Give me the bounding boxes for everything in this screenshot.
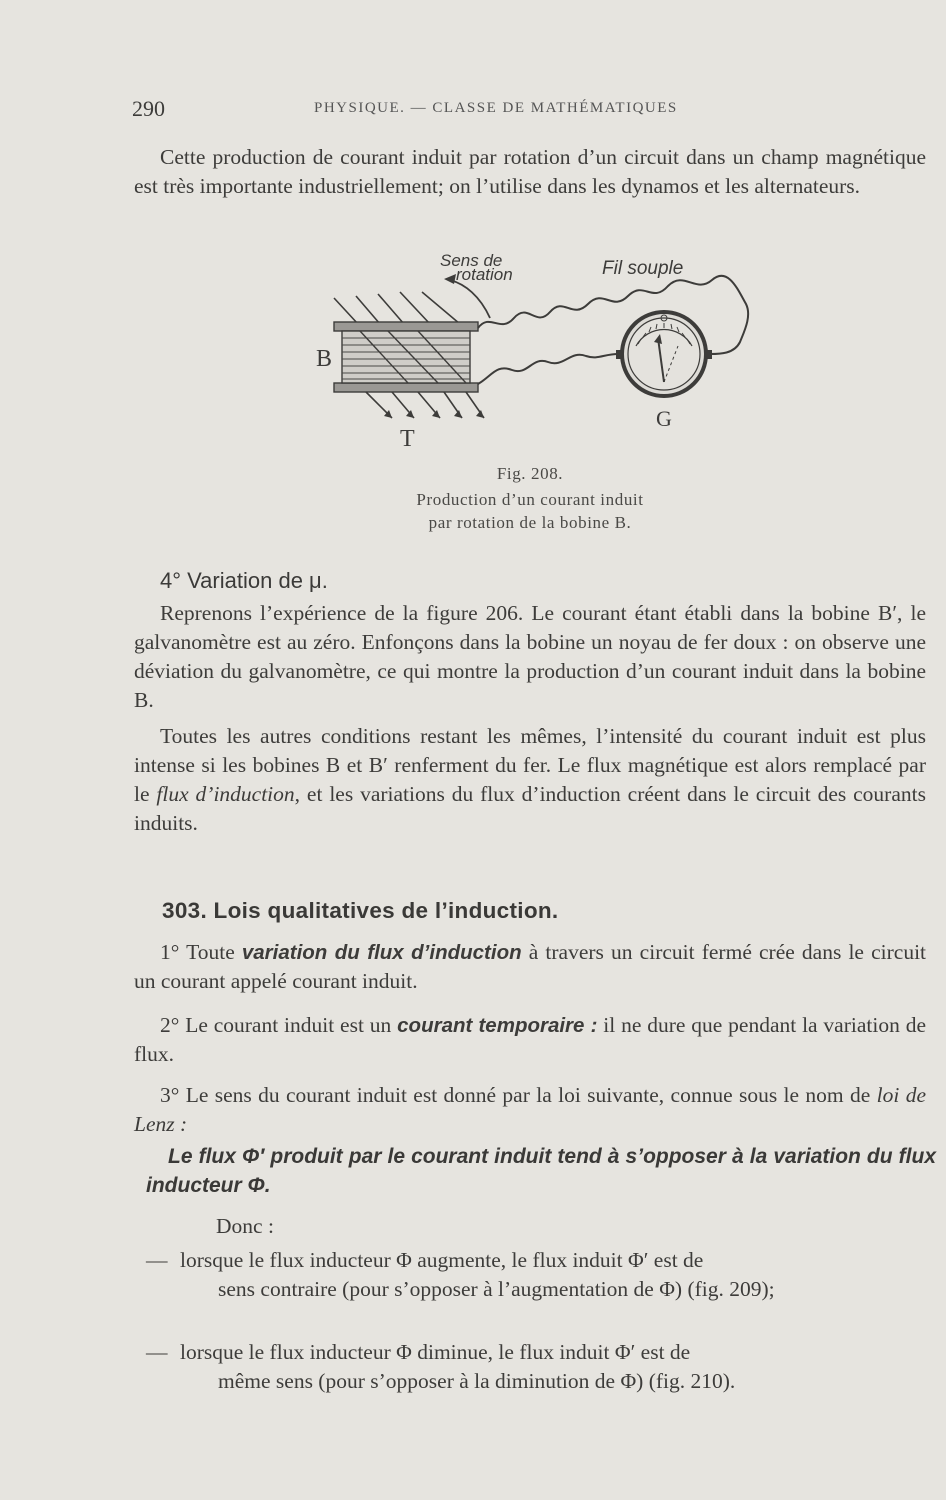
donc-label: Donc : bbox=[216, 1214, 274, 1238]
list-item-continuation: sens contraire (pour s’opposer à l’augmentation de Φ) (fig. 209); bbox=[218, 1277, 775, 1301]
field-lines-top bbox=[334, 292, 460, 324]
law-2-part-1: 2° Le courant induit est un bbox=[160, 1013, 398, 1037]
coil-top-frame bbox=[334, 322, 478, 331]
law-1-part-1: 1° Toute bbox=[160, 940, 242, 964]
law-1-emphasis: variation du flux d’induction bbox=[241, 941, 522, 964]
flexible-wire-top bbox=[478, 276, 748, 354]
paragraph-flux-induction-part-1: Toutes les autres conditions restant les mêmes, l’intensité du courant induit est plus intense si les bobines B et B′ renferment du fer. Le flux magnétique est alors remplacé par le bbox=[134, 724, 926, 806]
figure-caption bbox=[330, 488, 730, 534]
figure-rotating-coil bbox=[300, 246, 770, 446]
law-2 bbox=[134, 1011, 926, 1069]
page-number: 290 bbox=[132, 96, 165, 121]
figure-caption-line-2: par rotation de la bobine B. bbox=[428, 513, 632, 532]
paragraph-flux-induction bbox=[134, 722, 926, 838]
label-G: G bbox=[656, 406, 672, 431]
paragraph-variation-mu: Reprenons l’expérience de la figure 206. Le courant étant établi dans la bobine B′, le galvanomètre est au zéro. Enfonçons dans la bobine un noyau de fer doux : on observe une déviation du galvanomètre, ce qui montre la production d’un courant induit dans la bobine B. bbox=[134, 601, 926, 712]
law-2-emphasis: courant temporaire : bbox=[397, 1014, 598, 1037]
law-3-part-1: 3° Le sens du courant induit est donné par la loi suivante, connue sous le nom de bbox=[160, 1083, 877, 1107]
galvanometer bbox=[616, 312, 712, 396]
section-title: 303. Lois qualitatives de l’induction. bbox=[162, 898, 559, 923]
label-rotation-2: rotation bbox=[456, 265, 513, 284]
intro-paragraph: Cette production de courant induit par rotation d’un circuit dans un champ magnétique est très importante industriellement; on l’utilise dans les dynamos et les alternateurs. bbox=[134, 145, 926, 198]
running-title: PHYSIQUE. — CLASSE DE MATHÉMATIQUES bbox=[314, 100, 678, 116]
figure-caption-line-1: Production d’un courant induit bbox=[416, 490, 644, 509]
list-item bbox=[146, 1338, 936, 1396]
rotation-arrowhead bbox=[444, 274, 456, 284]
law-1 bbox=[134, 938, 926, 996]
law-3-italic: loi de Lenz : bbox=[134, 1083, 926, 1136]
list-dash: — bbox=[146, 1340, 168, 1364]
list-item-first-line: lorsque le flux inducteur Φ augmente, le flux induit Φ′ est de bbox=[180, 1248, 704, 1272]
lenz-law: Le flux Φ′ produit par le courant induit tend à s’opposer à la variation du flux inducteur Φ. bbox=[146, 1145, 936, 1197]
law-2-part-2: il ne dure que pendant la variation de flux. bbox=[134, 1013, 926, 1066]
field-lines-bottom bbox=[366, 392, 484, 418]
list-item-continuation: même sens (pour s’opposer à la diminution de Φ) (fig. 210). bbox=[218, 1369, 736, 1393]
flexible-wire-bottom bbox=[478, 354, 618, 384]
list-item bbox=[146, 1246, 936, 1304]
label-wire: Fil souple bbox=[602, 258, 684, 279]
law-1-part-2: à travers un circuit fermé crée dans le circuit un courant appelé courant induit. bbox=[134, 940, 927, 993]
coil-bottom-frame bbox=[334, 383, 478, 392]
subsection-title: 4° Variation de μ. bbox=[160, 568, 328, 593]
flux-induction-italic: flux d’induction bbox=[156, 782, 295, 806]
page-header bbox=[132, 96, 922, 126]
rotation-arrow bbox=[450, 280, 490, 318]
paragraph-flux-induction-part-2: , et les variations du flux d’induction créent dans le circuit des courants induits. bbox=[134, 782, 926, 835]
label-T: T bbox=[400, 426, 415, 446]
label-rotation-1: Sens de bbox=[440, 251, 503, 270]
figure-number: Fig. 208. bbox=[496, 464, 564, 483]
list-item-first-line: lorsque le flux inducteur Φ diminue, le flux induit Φ′ est de bbox=[180, 1340, 691, 1364]
coil-body bbox=[342, 331, 470, 383]
label-B: B bbox=[316, 346, 333, 372]
list-dash: — bbox=[146, 1248, 168, 1272]
law-3 bbox=[134, 1081, 926, 1139]
